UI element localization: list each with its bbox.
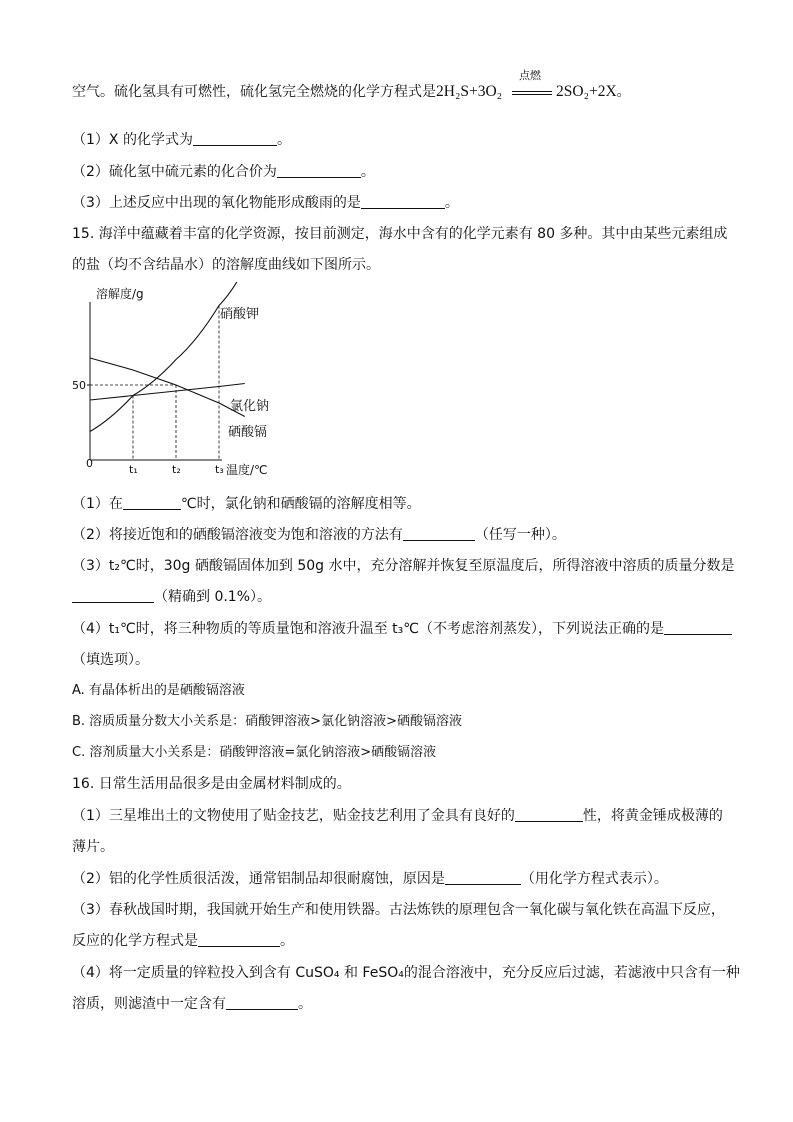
reaction-condition: 点燃 (519, 69, 541, 82)
intro-line (72, 82, 502, 102)
q16-part-4-text: 溶质，则滤渣中一定含有 (72, 996, 226, 1012)
answer-blank-q16-2[interactable] (445, 870, 521, 885)
q15-part-1-after: ℃时，氯化钠和硒酸镉的溶解度相等。 (180, 496, 421, 512)
q15-part-1 (72, 494, 421, 514)
q14-part-3 (72, 193, 459, 213)
q14-part-1 (72, 130, 291, 150)
curve-label-1: 硝酸钾 (220, 307, 260, 322)
guide-lines (87, 306, 219, 461)
q15-option-a: A. 有晶体析出的是硒酸镉溶液 (72, 683, 245, 698)
curve-labels (220, 306, 269, 440)
q15-part-2-after: （任写一种）。 (474, 527, 566, 543)
answer-blank-q15-3[interactable] (72, 588, 154, 603)
answer-blank-q16-3[interactable] (198, 932, 280, 947)
x-axis-label: 温度/℃ (226, 463, 268, 477)
q15-part-4-line-2: （填选项）。 (72, 652, 149, 668)
equation-sign (512, 91, 552, 92)
answer-blank-q15-4[interactable] (664, 620, 732, 635)
q15-option-c: C. 溶剂质量大小关系是：硝酸钾溶液=氯化钠溶液>硒酸镉溶液 (72, 745, 437, 760)
origin-label: 0 (86, 457, 93, 470)
q16-part-1-after: 性，将黄金锤成极薄的 (582, 808, 723, 824)
answer-blank-q16-4[interactable] (226, 995, 298, 1010)
q14-part-2-after: 。 (360, 164, 375, 180)
answer-blank-q15-2[interactable] (403, 526, 475, 541)
q15-stem-line-1: 15. 海洋中蕴藏着丰富的化学资源，按目前测定，海水中含有的化学元素有 80 多种。其中由某些元素组成 (72, 226, 728, 242)
answer-blank-q16-1[interactable] (515, 807, 583, 822)
q16-part-2-label: （2）铝的化学性质很活泼，通常铝制品却很耐腐蚀，原因是 (72, 871, 445, 887)
q15-part-3-line-1: （3）t₂℃时，30g 硒酸镉固体加到 50g 水中，充分溶解并恢复至原温度后，所得溶液中溶质的质量分数是 (72, 558, 735, 574)
y-tick-label: 50 (72, 379, 86, 392)
answer-blank-q14-1[interactable] (193, 131, 277, 146)
x-tick-label-3: t₃ (215, 463, 224, 476)
equation-left: 2H₂S+3O₂ (436, 83, 503, 100)
curves (90, 282, 245, 432)
q16-part-3-line-2 (72, 931, 294, 951)
equation-sign-lower (512, 94, 552, 95)
q16-part-4-line-2 (72, 994, 312, 1014)
equation-right: 2SO₂+2X (556, 83, 617, 100)
q14-part-2 (72, 162, 375, 182)
q15-part-2-label: （2）将接近饱和的硒酸镉溶液变为饱和溶液的方法有 (72, 527, 403, 543)
answer-blank-q15-1[interactable] (123, 495, 181, 510)
q14-part-1-label: （1）X 的化学式为 (72, 132, 193, 148)
q16-part-3-after: 。 (280, 933, 294, 949)
q16-part-3-line-1: （3）春秋战国时期，我国就开始生产和使用铁器。古法炼铁的原理包含一氧化碳与氧化铁在高温下反应， (72, 902, 725, 918)
equation-right-line (556, 82, 631, 102)
solubility-chart (72, 282, 282, 482)
q15-part-3-line-2 (72, 587, 271, 607)
x-tick-label-1: t₁ (129, 463, 138, 476)
x-tick-group (129, 463, 224, 476)
q16-part-1-text: （1）三星堆出土的文物使用了贴金技艺，贴金技艺利用了金具有良好的 (72, 808, 515, 824)
q16-part-2 (72, 869, 668, 889)
q15-part-4-text: （4）t₁℃时，将三种物质的等质量饱和溶液升温至 t₃℃（不考虑溶剂蒸发），下列说法正确的是 (72, 621, 665, 637)
q15-part-4-line-1 (72, 619, 732, 639)
curve-1 (90, 282, 245, 432)
q16-stem: 16. 日常生活用品很多是由金属材料制成的。 (72, 776, 351, 792)
q15-part-1-label: （1）在 (72, 496, 123, 512)
intro-text: 空气。硫化氢具有可燃性，硫化氢完全燃烧的化学方程式是 (72, 84, 436, 100)
q16-part-3-text: 反应的化学方程式是 (72, 933, 198, 949)
curve-label-3: 硒酸镉 (228, 425, 268, 440)
y-axis-label: 溶解度/g (96, 287, 144, 301)
answer-blank-q14-3[interactable] (361, 194, 445, 209)
q15-option-b: B. 溶质质量分数大小关系是：硝酸钾溶液>氯化钠溶液>硒酸镉溶液 (72, 714, 462, 729)
answer-blank-q14-2[interactable] (277, 163, 361, 178)
q14-part-2-label: （2）硫化氢中硫元素的化合价为 (72, 164, 277, 180)
q14-part-1-after: 。 (276, 132, 291, 148)
q16-part-4-line-1: （4）将一定质量的锌粒投入到含有 CuSO₄ 和 FeSO₄的混合溶液中，充分反应后过滤，若滤液中只含有一种 (72, 965, 740, 981)
q15-part-3-after: （精确到 0.1%）。 (154, 589, 272, 605)
curve-label-2: 氯化钠 (230, 399, 270, 414)
intro-end: 。 (616, 84, 631, 100)
q16-part-1-line-2: 薄片。 (72, 839, 114, 855)
q14-part-3-after: 。 (444, 195, 459, 211)
q14-part-3-label: （3）上述反应中出现的氧化物能形成酸雨的是 (72, 195, 361, 211)
curve-3 (90, 358, 245, 417)
x-tick-label-2: t₂ (172, 463, 181, 476)
q16-part-2-after: （用化学方程式表示）。 (520, 871, 668, 887)
q15-stem-line-2: 的盐（均不含结晶水）的溶解度曲线如下图所示。 (72, 257, 380, 273)
q16-part-4-after: 。 (298, 996, 312, 1012)
curve-2 (90, 384, 245, 401)
q15-part-2 (72, 525, 566, 545)
q16-part-1-line-1 (72, 806, 723, 826)
